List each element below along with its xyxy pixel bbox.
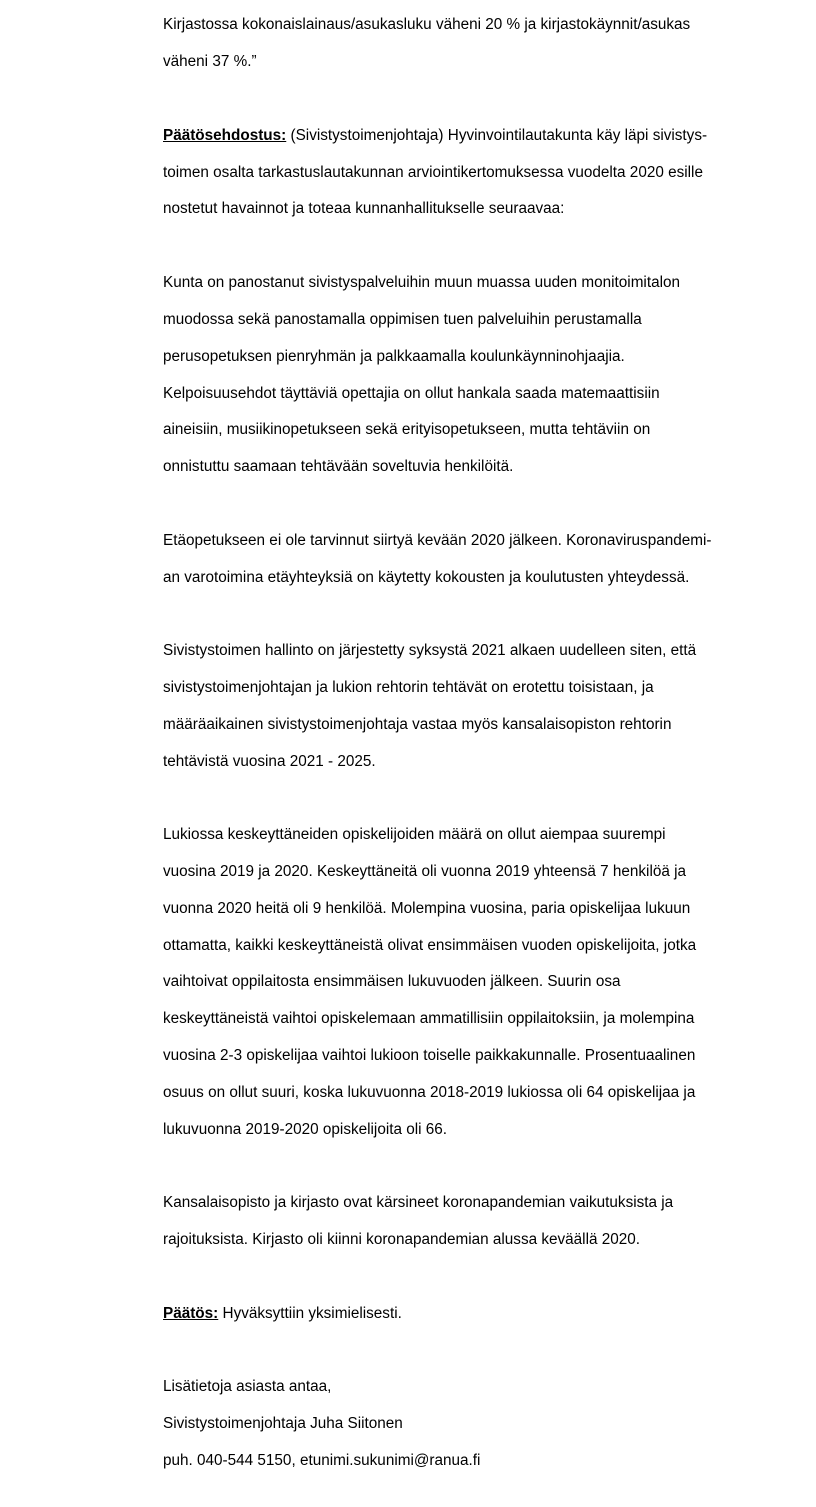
paragraph-services <box>163 256 753 495</box>
text-line: Kelpoisuusehdot täyttäviä opettajia on ollut hankala saada matemaattisiin <box>163 384 660 402</box>
text-line: vaihtoivat oppilaitosta ensimmäisen lukuvuoden jälkeen. Suurin osa <box>163 973 621 991</box>
decision-label: Päätös: <box>163 1304 219 1322</box>
text-line: Kansalaisopisto ja kirjasto ovat kärsineet koronapandemian vaikutuksista ja <box>163 1194 674 1212</box>
text-line: Kunta on panostanut sivistyspalveluihin muun muassa uuden monitoimitalon <box>163 274 681 292</box>
text-line: Etäopetukseen ei ole tarvinnut siirtyä kevään 2020 jälkeen. Koronaviruspandemi- <box>163 531 712 549</box>
text-line: Kirjastossa kokonaislainaus/asukasluku väheni 20 % ja kirjastokäynnit/asukas <box>163 16 691 34</box>
text-line: tehtävistä vuosina 2021 - 2025. <box>163 752 376 770</box>
text-line: aineisiin, musiikinopetukseen sekä erityisopetukseen, mutta tehtäviin on <box>163 421 651 439</box>
contact-phone-email: puh. 040-544 5150, etunimi.sukunimi@ranua.fi <box>163 1451 481 1469</box>
text-line: an varotoimina etäyhteyksiä on käytetty kokousten ja koulutusten yhteydessä. <box>163 568 690 586</box>
text-line: vuosina 2-3 opiskelijaa vaihtoi lukioon toiselle paikkakunnalle. Prosentuaalinen <box>163 1047 696 1065</box>
text-line: rajoituksista. Kirjasto oli kiinni koronapandemian alussa keväällä 2020. <box>163 1231 641 1249</box>
proposal-label: Päätösehdostus: <box>163 126 287 144</box>
document-page <box>163 0 753 1507</box>
text-line <box>163 127 753 145</box>
text-line: muodossa sekä panostamalla oppimisen tuen palveluihin perustamalla <box>163 310 642 328</box>
paragraph-remote-teaching <box>163 513 753 605</box>
text-line: perusopetuksen pienryhmän ja palkkaamalla koulunkäynninohjaajia. <box>163 347 625 365</box>
text-line: nostetut havainnot ja toteaa kunnanhallitukselle seuraavaa: <box>163 200 565 218</box>
text-line: keskeyttäneistä vaihtoi opiskelemaan ammatillisiin oppilaitoksiin, ja molempina <box>163 1010 695 1028</box>
contact-line: Lisätietoja asiasta antaa, <box>163 1378 332 1396</box>
intro-paragraph <box>163 0 753 90</box>
text-line: määräaikainen sivistystoimenjohtaja vastaa myös kansalaisopiston rehtorin <box>163 715 672 733</box>
text-line: lukuvuonna 2019-2020 opiskelijoita oli 66. <box>163 1120 448 1138</box>
decision-text: Hyväksyttiin yksimielisesti. <box>218 1304 402 1322</box>
text-line: toimen osalta tarkastuslautakunnan arviointikertomuksessa vuodelta 2020 esille <box>163 163 703 181</box>
decision-paragraph <box>163 1286 753 1341</box>
paragraph-dropouts <box>163 808 753 1158</box>
contact-name: Sivistystoimenjohtaja Juha Siitonen <box>163 1415 403 1433</box>
text-line: ottamatta, kaikki keskeyttäneistä olivat ensimmäisen vuoden opiskelijoita, jotka <box>163 936 697 954</box>
paragraph-administration <box>163 624 753 790</box>
text-line: onnistuttu saamaan tehtävään soveltuvia henkilöitä. <box>163 458 514 476</box>
text-line: Sivistystoimen hallinto on järjestetty syksystä 2021 alkaen uudelleen siten, että <box>163 642 697 660</box>
proposal-paragraph <box>163 108 753 237</box>
text-line: Lukiossa keskeyttäneiden opiskelijoiden määrä on ollut aiempaa suurempi <box>163 826 666 844</box>
text-line <box>163 1305 753 1323</box>
contact-paragraph <box>163 1360 753 1489</box>
text-line: vuonna 2020 heitä oli 9 henkilöä. Molempina vuosina, paria opiskelijaa lukuun <box>163 899 691 917</box>
paragraph-library <box>163 1176 753 1268</box>
text-line: vuosina 2019 ja 2020. Keskeyttäneitä oli vuonna 2019 yhteensä 7 henkilöä ja <box>163 863 687 881</box>
proposal-first-line: (Sivistystoimenjohtaja) Hyvinvointilautakunta käy läpi sivistys- <box>286 126 708 144</box>
text-line: väheni 37 %.” <box>163 53 257 71</box>
text-line: osuus on ollut suuri, koska lukuvuonna 2018-2019 lukiossa oli 64 opiskelijaa ja <box>163 1083 696 1101</box>
text-line: sivistystoimenjohtajan ja lukion rehtorin tehtävät on erotettu toisistaan, ja <box>163 678 654 696</box>
